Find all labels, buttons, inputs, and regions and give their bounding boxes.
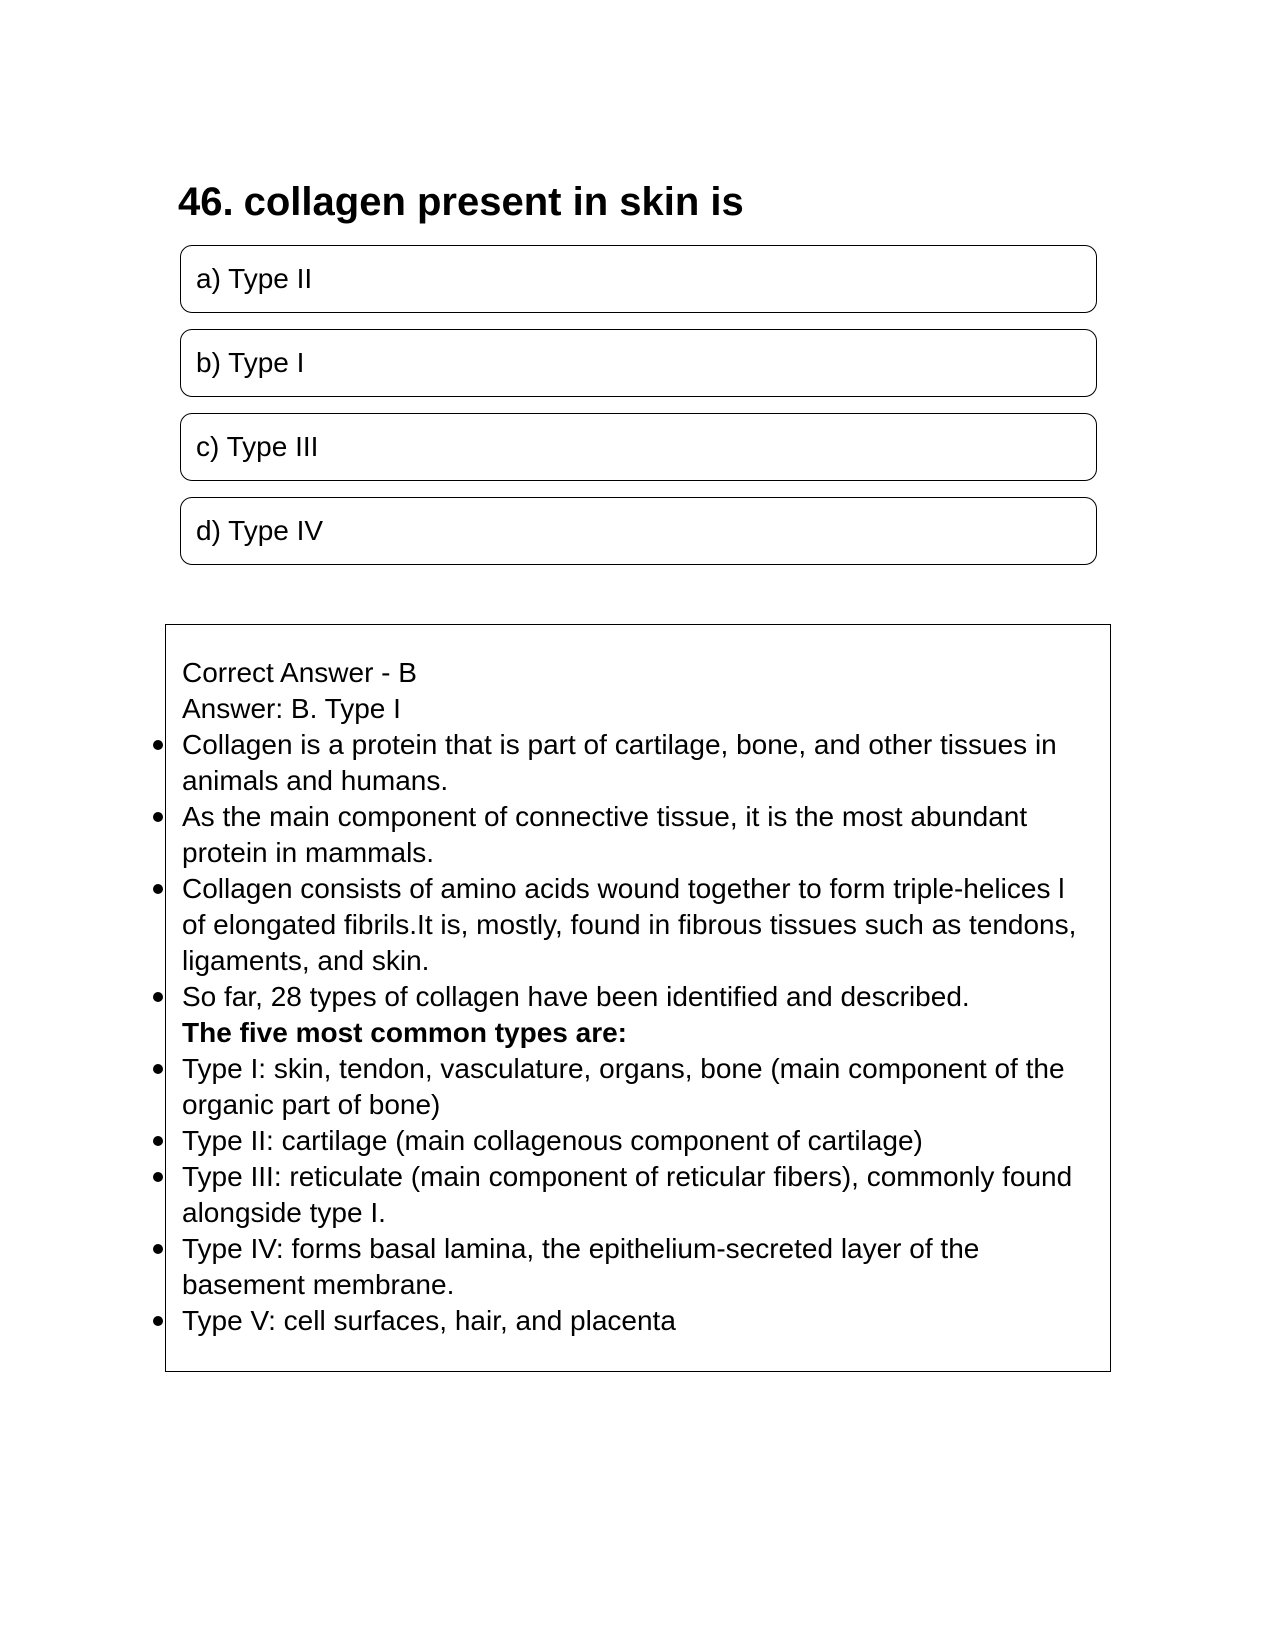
- question-text: collagen present in skin is: [243, 180, 744, 224]
- types-heading: The five most common types are:: [182, 1017, 628, 1048]
- answer-explanation-box: [165, 624, 1111, 1372]
- option-b[interactable]: b) Type I: [180, 329, 1097, 397]
- list-item: So far, 28 types of collagen have been identified and described.: [182, 979, 1090, 1015]
- option-d[interactable]: d) Type IV: [180, 497, 1097, 565]
- option-a[interactable]: a) Type II: [180, 245, 1097, 313]
- list-item: Type I: skin, tendon, vasculature, organs, bone (main component of the organic part of bone): [182, 1051, 1090, 1123]
- intro-points-list: [182, 727, 1090, 1015]
- list-item: As the main component of connective tissue, it is the most abundant protein in mammals.: [182, 799, 1090, 871]
- list-item: Type V: cell surfaces, hair, and placenta: [182, 1303, 1090, 1339]
- list-item: Type IV: forms basal lamina, the epithelium-secreted layer of the basement membrane.: [182, 1231, 1090, 1303]
- answer-line: Answer: B. Type I: [182, 693, 401, 724]
- types-list: [182, 1051, 1090, 1339]
- correct-answer-line: Correct Answer - B: [182, 657, 417, 688]
- options-list: [180, 245, 1097, 581]
- list-item: Collagen is a protein that is part of cartilage, bone, and other tissues in animals and humans.: [182, 727, 1090, 799]
- list-item: Type III: reticulate (main component of reticular fibers), commonly found alongside type I.: [182, 1159, 1090, 1231]
- list-item: Type II: cartilage (main collagenous component of cartilage): [182, 1123, 1090, 1159]
- list-item: Collagen consists of amino acids wound together to form triple-helices l of elongated fibrils.It is, mostly, found in fibrous tissues such as tendons, ligaments, and skin.: [182, 871, 1090, 979]
- option-c[interactable]: c) Type III: [180, 413, 1097, 481]
- question-number: 46.: [178, 180, 234, 224]
- question-heading: [178, 176, 1098, 228]
